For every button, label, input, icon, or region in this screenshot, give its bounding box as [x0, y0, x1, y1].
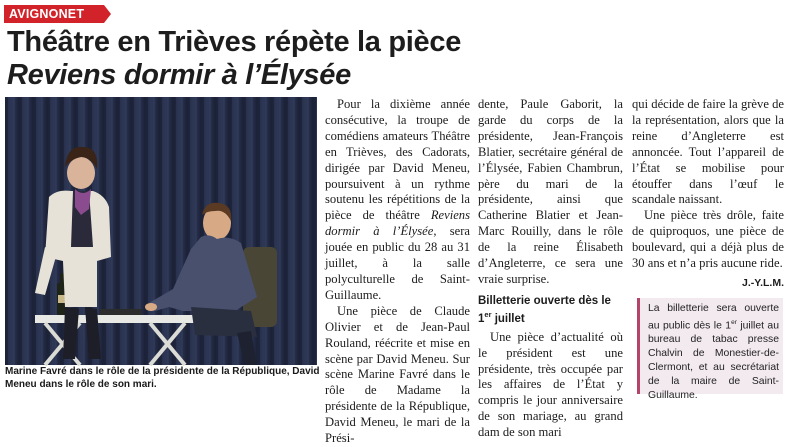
article-text: Pour la dixième année consécutive, la troupe de comédiens amateurs Théâtre en Trièves, des Cadorats, dirigée par David Meneu, poursuivent à un rythme soutenu les répétitions de la pièce de théâtre	[325, 97, 470, 223]
article-text: , sera jouée en public du 28 au 31 juillet, à la salle polyculturelle de Saint-Guillaume.	[325, 224, 470, 302]
article-column-2	[478, 97, 623, 441]
headline-line1: Théâtre en Trièves répète la pièce	[7, 26, 462, 58]
article-photo	[5, 97, 317, 365]
article-paragraph	[325, 97, 470, 304]
play-title: Reviens dormir à l’Élysée	[325, 208, 470, 239]
headline-line2: Reviens dormir à l’Élysée	[7, 59, 351, 91]
ticket-info-box	[637, 298, 783, 402]
infobox-text: La billetterie sera ouverte au public dès le 1	[648, 303, 779, 332]
theatre-rehearsal-photo-icon	[5, 97, 317, 365]
subheading-text: Billetterie ouverte dès le 1	[478, 294, 611, 325]
infobox-sup: er	[731, 319, 737, 326]
article-column-3	[632, 97, 784, 292]
article-paragraph: Une pièce d’actualité où le président est une présidente, très occupée par les affaires de l’État y compris le jour anniversaire de son mariage, au grand dam de son mari	[478, 329, 623, 440]
section-tag: AVIGNONET	[4, 5, 104, 23]
subheading	[478, 294, 623, 326]
article-paragraph: qui décide de faire la grève de la représentation, alors que la reine d’Angleterre est annoncée. Tout l’appareil de l’État se mobilise pour étouffer dans l’œuf le scandale naissant.	[632, 97, 784, 207]
author-signature: J.-Y.L.M.	[741, 276, 784, 289]
subheading-text: juillet	[491, 312, 525, 325]
headline	[7, 26, 727, 92]
subheading-sup: er	[484, 309, 492, 319]
article-paragraph: Une pièce de Claude Olivier et de Jean-Paul Rouland, réécrite et mise en scène par David Meneu. Sur scène Marine Favré dans le rôle de Madame la présidente de la République, David Meneu, le mari de la Prési-	[325, 303, 470, 446]
infobox-text: juillet au bureau de tabac presse Chalvin de Monestier-de-Clermont, et au secrétariat de la maire de Saint-Guillaume.	[648, 320, 779, 402]
article-column-1	[325, 97, 470, 447]
article-paragraph: dente, Paule Gaborit, la garde du corps de la présidente, Jean-François Blatier, secrétaire général de l’Élysée, Fabien Chambrun, père du mari de la présidente, ainsi que Catherine Blatier et Jean-Marc Rouilly, dans le rôle de la reine Élisabeth d’Angleterre, ce sera une vraie surprise.	[478, 97, 623, 286]
photo-caption: Marine Favré dans le rôle de la présidente de la République, David Meneu dans le rôle de son mari.	[5, 366, 320, 390]
article-paragraph: Une pièce très drôle, faite de quiproquos, une pièce de boulevard, qui a déjà plus de 30 ans et n’a pris aucune ride.	[632, 208, 784, 271]
